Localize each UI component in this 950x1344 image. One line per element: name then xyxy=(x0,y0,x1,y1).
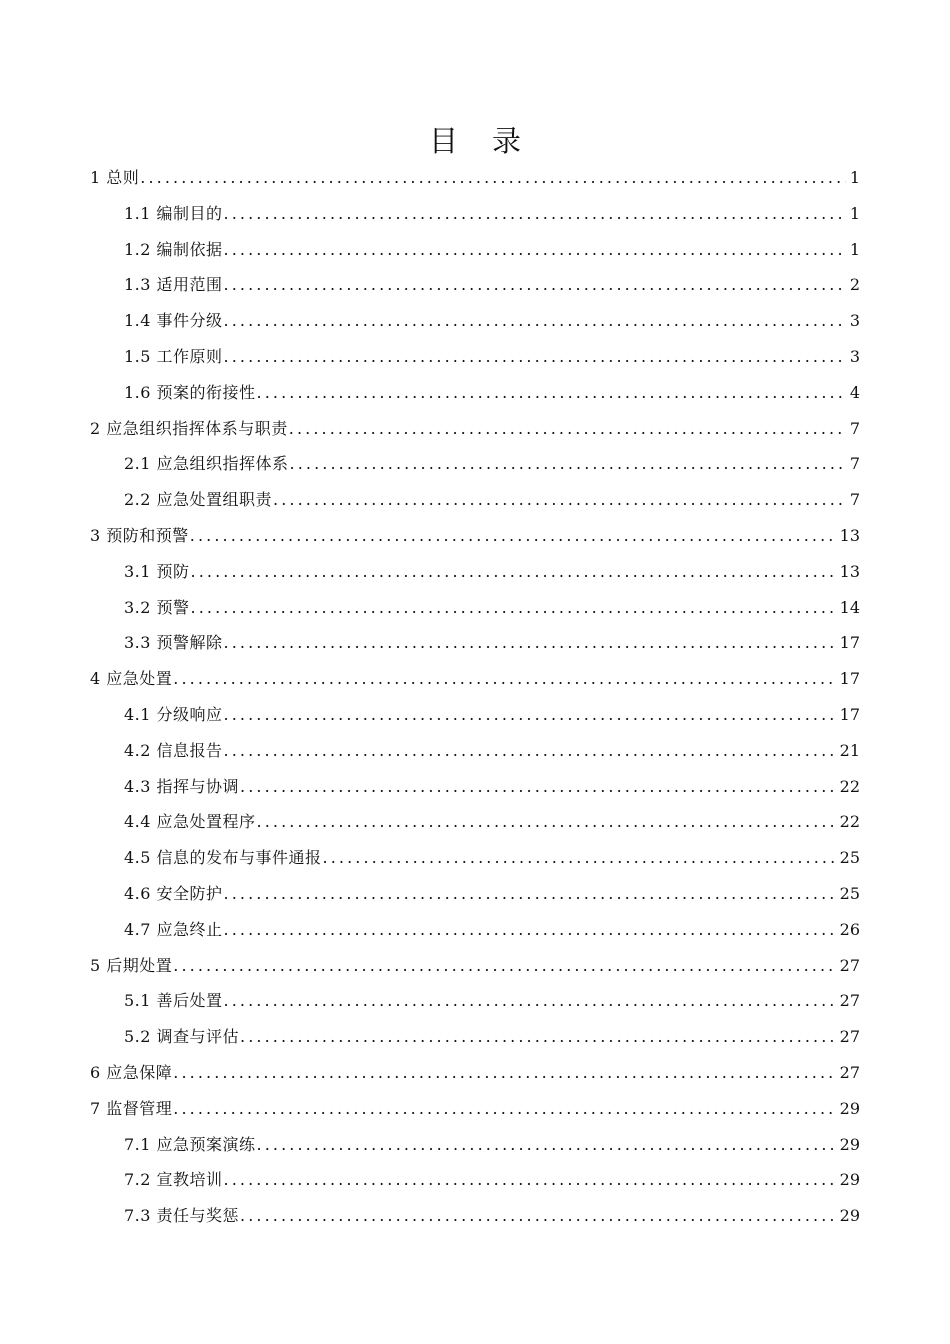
toc-entry-label: 1.6 预案的衔接性 xyxy=(124,382,256,402)
toc-dot-leader xyxy=(224,1162,836,1198)
toc-dot-leader xyxy=(224,339,846,375)
toc-chapter-entry[interactable] xyxy=(90,661,860,697)
toc-dot-leader xyxy=(191,590,836,626)
toc-section-entry[interactable] xyxy=(90,697,860,733)
toc-entry-label: 7 监督管理 xyxy=(90,1098,173,1118)
toc-section-entry[interactable] xyxy=(90,983,860,1019)
toc-page-number: 3 xyxy=(849,346,860,366)
toc-chapter-entry[interactable] xyxy=(90,518,860,554)
toc-title: 目录 xyxy=(428,124,555,159)
toc-entry-label: 5 后期处置 xyxy=(90,955,173,975)
toc-entry-label: 6 应急保障 xyxy=(90,1062,173,1082)
toc-dot-leader xyxy=(173,948,835,984)
toc-section-entry[interactable] xyxy=(90,625,860,661)
toc-dot-leader xyxy=(191,554,836,590)
toc-entry-label: 4.3 指挥与协调 xyxy=(124,776,240,796)
toc-page-number: 27 xyxy=(839,1027,860,1047)
toc-entry-label: 5.2 调查与评估 xyxy=(124,1027,240,1047)
toc-entry-label: 1 总则 xyxy=(90,168,140,187)
toc-chapter-entry[interactable] xyxy=(90,1091,860,1127)
toc-entry-label: 1.2 编制依据 xyxy=(124,239,223,259)
toc-page-number: 29 xyxy=(839,1134,860,1154)
toc-page-number: 29 xyxy=(839,1206,860,1226)
toc-section-entry[interactable] xyxy=(90,375,860,411)
toc-section-entry[interactable] xyxy=(90,1019,860,1055)
toc-dot-leader xyxy=(224,267,846,303)
toc-dot-leader xyxy=(190,518,836,554)
toc-section-entry[interactable] xyxy=(90,804,860,840)
toc-entry-label: 7.2 宣教培训 xyxy=(124,1170,223,1190)
toc-page-number: 29 xyxy=(839,1098,860,1118)
toc-entry-label: 4.1 分级响应 xyxy=(124,704,223,724)
toc-page-number: 1 xyxy=(849,239,860,259)
toc-dot-leader xyxy=(173,1091,835,1127)
toc-dot-leader xyxy=(224,232,846,268)
toc-entry-label: 2.2 应急处置组职责 xyxy=(124,490,273,510)
toc-entry-label: 4.2 信息报告 xyxy=(124,740,223,760)
toc-page-number: 7 xyxy=(849,454,860,474)
toc-page-number: 25 xyxy=(839,848,860,868)
toc-section-entry[interactable] xyxy=(90,733,860,769)
toc-page-number: 7 xyxy=(849,418,860,438)
toc-page-number: 14 xyxy=(839,597,860,617)
toc-section-entry[interactable] xyxy=(90,232,860,268)
toc-section-entry[interactable] xyxy=(90,1162,860,1198)
toc-page-number: 13 xyxy=(839,525,860,545)
toc-section-entry[interactable] xyxy=(90,482,860,518)
toc-dot-leader xyxy=(273,482,846,518)
toc-page-number: 17 xyxy=(839,669,860,689)
toc-entry-label: 3 预防和预警 xyxy=(90,525,189,545)
toc-dot-leader xyxy=(173,661,835,697)
toc-page-number: 21 xyxy=(839,740,860,760)
toc-page-number: 2 xyxy=(849,275,860,295)
toc-dot-leader xyxy=(224,876,836,912)
toc-section-entry[interactable] xyxy=(90,769,860,805)
toc-section-entry[interactable] xyxy=(90,1127,860,1163)
toc-section-entry[interactable] xyxy=(90,840,860,876)
toc-dot-leader xyxy=(290,446,846,482)
toc-chapter-entry[interactable] xyxy=(90,948,860,984)
toc-dot-leader xyxy=(224,983,836,1019)
toc-page-number: 1 xyxy=(849,203,860,223)
toc-entry-label: 4.4 应急处置程序 xyxy=(124,812,256,832)
toc-chapter-entry[interactable] xyxy=(90,411,860,447)
toc-page-number: 27 xyxy=(839,1062,860,1082)
toc-dot-leader xyxy=(257,375,846,411)
toc-entry-label: 7.1 应急预案演练 xyxy=(124,1134,256,1154)
toc-entry-label: 3.3 预警解除 xyxy=(124,633,223,653)
toc-entry-label: 1.4 事件分级 xyxy=(124,311,223,331)
toc-dot-leader xyxy=(224,303,846,339)
toc-page-number: 22 xyxy=(839,776,860,796)
toc-list xyxy=(90,160,860,1234)
toc-page-number: 1 xyxy=(849,168,860,187)
toc-entry-label: 5.1 善后处置 xyxy=(124,991,223,1011)
toc-entry-label: 7.3 责任与奖惩 xyxy=(124,1206,240,1226)
toc-page-number: 26 xyxy=(839,919,860,939)
toc-dot-leader xyxy=(240,1198,836,1234)
toc-entry-label: 2.1 应急组织指挥体系 xyxy=(124,454,289,474)
toc-page-number: 4 xyxy=(849,382,860,402)
toc-section-entry[interactable] xyxy=(90,554,860,590)
toc-page-number: 22 xyxy=(839,812,860,832)
toc-entry-label: 4.5 信息的发布与事件通报 xyxy=(124,848,322,868)
toc-section-entry[interactable] xyxy=(90,267,860,303)
toc-page-number: 7 xyxy=(849,490,860,510)
toc-dot-leader xyxy=(289,411,846,447)
toc-entry-label: 3.1 预防 xyxy=(124,561,190,581)
toc-page-number: 29 xyxy=(839,1170,860,1190)
toc-entry-label: 2 应急组织指挥体系与职责 xyxy=(90,418,288,438)
toc-dot-leader xyxy=(323,840,836,876)
toc-page-number: 17 xyxy=(839,633,860,653)
toc-dot-leader xyxy=(224,196,846,232)
toc-section-entry[interactable] xyxy=(90,339,860,375)
toc-dot-leader xyxy=(257,804,836,840)
toc-entry-label: 1.3 适用范围 xyxy=(124,275,223,295)
toc-entry-label: 3.2 预警 xyxy=(124,597,190,617)
toc-dot-leader xyxy=(224,733,836,769)
toc-page-number: 27 xyxy=(839,991,860,1011)
toc-chapter-entry[interactable] xyxy=(90,1055,860,1091)
toc-section-entry[interactable] xyxy=(90,912,860,948)
toc-page-number: 13 xyxy=(839,561,860,581)
toc-section-entry[interactable] xyxy=(90,303,860,339)
toc-dot-leader xyxy=(257,1127,836,1163)
toc-page-number: 17 xyxy=(839,704,860,724)
toc-section-entry[interactable] xyxy=(90,196,860,232)
toc-dot-leader xyxy=(173,1055,835,1091)
toc-page-number: 27 xyxy=(839,955,860,975)
toc-entry-label: 1.5 工作原则 xyxy=(124,346,223,366)
toc-page-number: 25 xyxy=(839,883,860,903)
toc-entry-label: 1.1 编制目的 xyxy=(124,203,223,223)
toc-dot-leader xyxy=(224,625,836,661)
toc-section-entry[interactable] xyxy=(90,1198,860,1234)
toc-page-number: 3 xyxy=(849,311,860,331)
toc-entry-label: 4 应急处置 xyxy=(90,669,173,689)
toc-section-entry[interactable] xyxy=(90,590,860,626)
toc-entry-label: 4.7 应急终止 xyxy=(124,919,223,939)
toc-section-entry[interactable] xyxy=(90,876,860,912)
toc-section-entry[interactable] xyxy=(90,446,860,482)
toc-dot-leader xyxy=(140,160,846,196)
toc-chapter-entry[interactable] xyxy=(90,160,860,196)
toc-entry-label: 4.6 安全防护 xyxy=(124,883,223,903)
toc-dot-leader xyxy=(240,769,836,805)
toc-dot-leader xyxy=(240,1019,836,1055)
toc-dot-leader xyxy=(224,697,836,733)
toc-dot-leader xyxy=(224,912,836,948)
